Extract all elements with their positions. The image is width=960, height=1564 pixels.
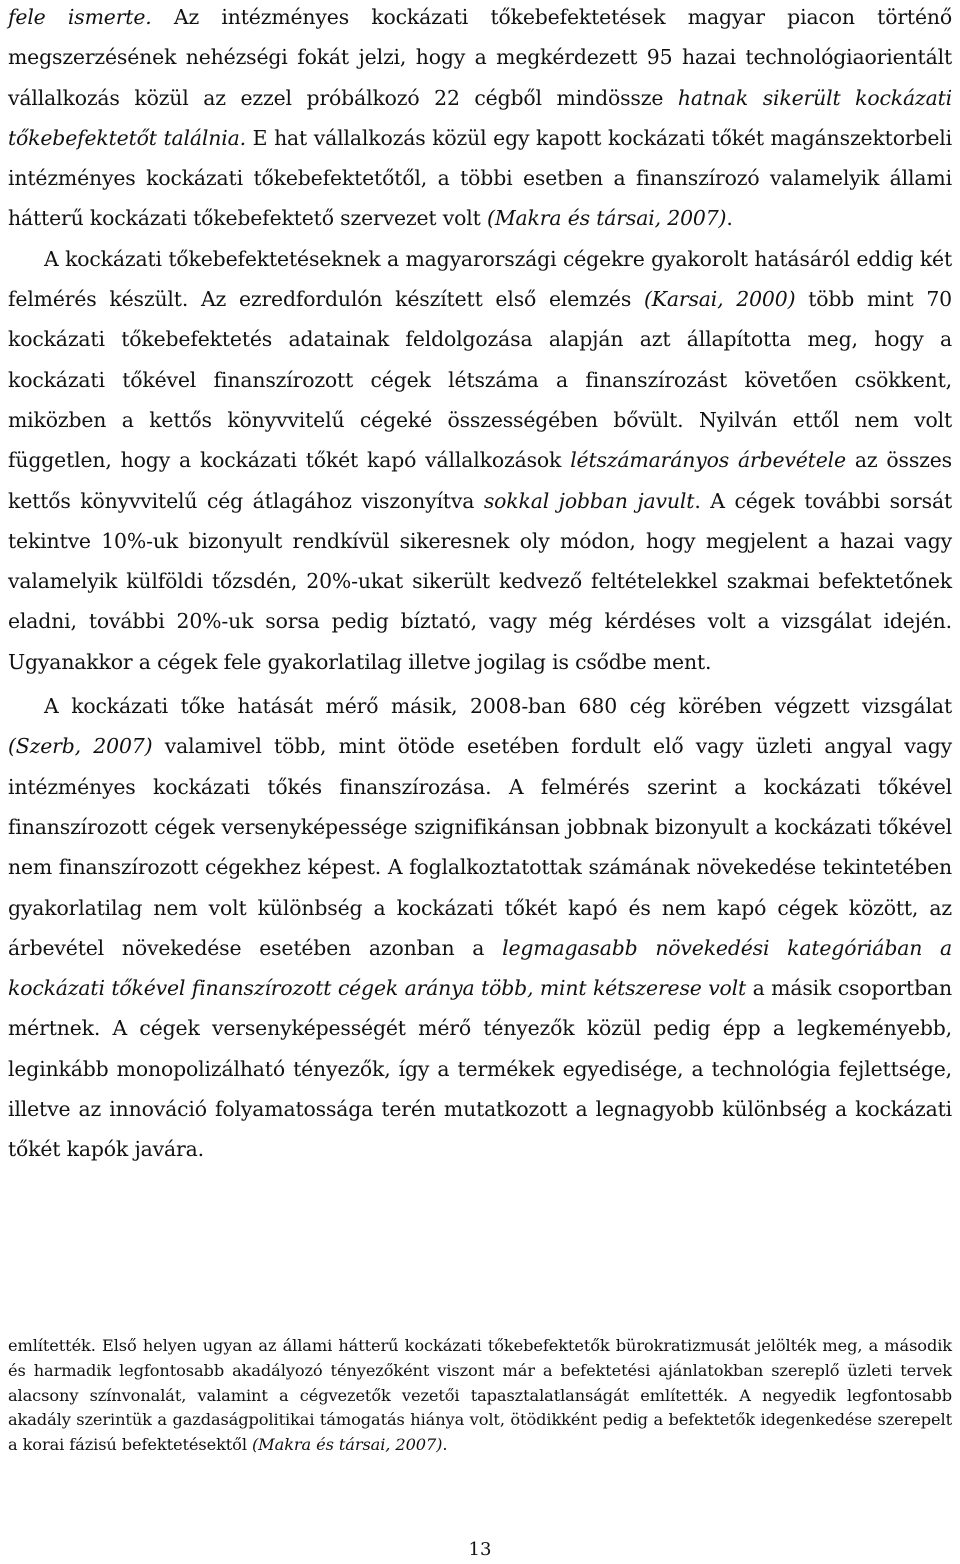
paragraph-1-text-1: Az intézményes kockázati tőkebefektetések magyar piacon történő megszerzésének nehézségi fokát jelzi, hogy a megkérdezett 95 hazai technológiaorientált vállalkozás közül az ezzel próbálkozó 22 cégből mindössze <box>8 5 952 110</box>
footnote <box>8 1334 952 1458</box>
footnote-paragraph <box>8 1334 952 1458</box>
page-number: 13 <box>468 1539 492 1560</box>
footnote-separator <box>8 1310 298 1311</box>
paragraph-1-citation: (Makra és társai, 2007) <box>487 206 727 231</box>
paragraph-2-text-3: az összes kettős könyvvitelű cég átlagához viszonyítva <box>8 448 952 513</box>
paragraph-2-italic-1: létszámarányos árbevétele <box>570 448 846 473</box>
paragraph-2 <box>8 239 952 682</box>
document-page <box>8 0 952 1564</box>
paragraph-1-text-2: E hat vállalkozás közül egy kapott kockázati tőkét magánszektorbeli intézményes kockázati tőkebefektetőtől, a többi esetben a finanszírozó valamelyik állami hátterű kockázati tőkebefektető szervezet volt <box>8 125 952 231</box>
paragraph-3-citation: (Szerb, 2007) <box>8 734 153 759</box>
paragraph-1 <box>8 0 952 239</box>
paragraph-2-text-1: A kockázati tőkebefektetéseknek a magyarországi cégekre gyakorolt hatásáról eddig két felmérés készült. Az ezredfordulón készített első elemzés <box>8 246 952 312</box>
paragraph-2-citation: (Karsai, 2000) <box>643 287 796 312</box>
paragraph-2-text-2: több mint 70 kockázati tőkebefektetés adatainak feldolgozása alapján azt állapította meg, hogy a kockázati tőkével finanszírozott cégek létszáma a finanszírozást követően csökkent, miközben a kettős könyvvitelű cégeké összességében bővült. Nyilván ettől nem volt független, hogy a kockázati tőkét kapó vállalkozások <box>8 287 952 473</box>
body-text <box>8 0 952 1170</box>
paragraph-1-text-3: . <box>726 206 733 231</box>
paragraph-3-text-1: A kockázati tőke hatását mérő másik, 2008-ban 680 cég körében végzett vizsgálat <box>44 694 952 719</box>
paragraph-3 <box>8 686 952 1170</box>
footnote-citation: (Makra és társai, 2007) <box>251 1435 443 1455</box>
paragraph-3-text-3: a másik csoportban mértnek. A cégek versenyképességét mérő tényezők közül pedig épp a legkeményebb, leginkább monopolizálható tényezők, így a termékek egyedisége, a technológia fejlettsége, illetve az innováció folyamatossága terén mutatkozott a legnagyobb különbség a kockázati tőkét kapók javára. <box>8 976 952 1162</box>
footnote-text-1: említették. Első helyen ugyan az állami hátterű kockázati tőkebefektetők bürokratizmusát jelölték meg, a második és harmadik legfontosabb akadályozó tényezőként viszont már a befektetési ajánlatokban szereplő üzleti tervek alacsony színvonalát, valamint a cégvezetők vezetői tapasztalatlanságát említették. A negyedik legfontosabb akadály szerintük a gazdaságpolitikai támogatás hiánya volt, ötödikként pedig a befektetők idegenkedése szerepelt a korai fázisú befektetésektől <box>8 1336 952 1455</box>
paragraph-1-lead-italic: fele ismerte. <box>8 5 152 29</box>
footnote-text-2: . <box>442 1435 448 1455</box>
paragraph-2-italic-2: sokkal jobban javult <box>483 488 695 513</box>
paragraph-2-text-4: . A cégek további sorsát tekintve 10%-uk bizonyult rendkívül sikeresnek oly módon, hogy megjelent a hazai vagy valamelyik külföldi tőzsdén, 20%-ukat sikerült kedvező feltételekkel szakmai befektetőnek eladni, további 20%-uk sorsa pedig bíztató, vagy még kérdéses volt a vizsgálat idején. Ugyanakkor a cégek fele gyakorlatilag illetve jogilag is csődbe ment. <box>8 488 952 674</box>
paragraph-3-italic-1: legmagasabb növekedési kategóriában a kockázati tőkével finanszírozott cégek aránya több, mint kétszerese volt <box>8 935 953 1001</box>
paragraph-1-italic-1: hatnak sikerült kockázati tőkebefektetőt találnia. <box>8 85 953 150</box>
paragraph-3-text-2: valamivel több, mint ötöde esetében fordult elő vagy üzleti angyal vagy intézményes kockázati tőkés finanszírozása. A felmérés szerint a kockázati tőkével finanszírozott cégek versenyképessége szignifikánsan jobbnak bizonyult a kockázati tőkével nem finanszírozott cégekhez képest. A foglalkoztatottak számának növekedése tekintetében gyakorlatilag nem volt különbség a kockázati tőkét kapó és nem kapó cégek között, az árbevétel növekedése esetében azonban a <box>8 734 952 960</box>
